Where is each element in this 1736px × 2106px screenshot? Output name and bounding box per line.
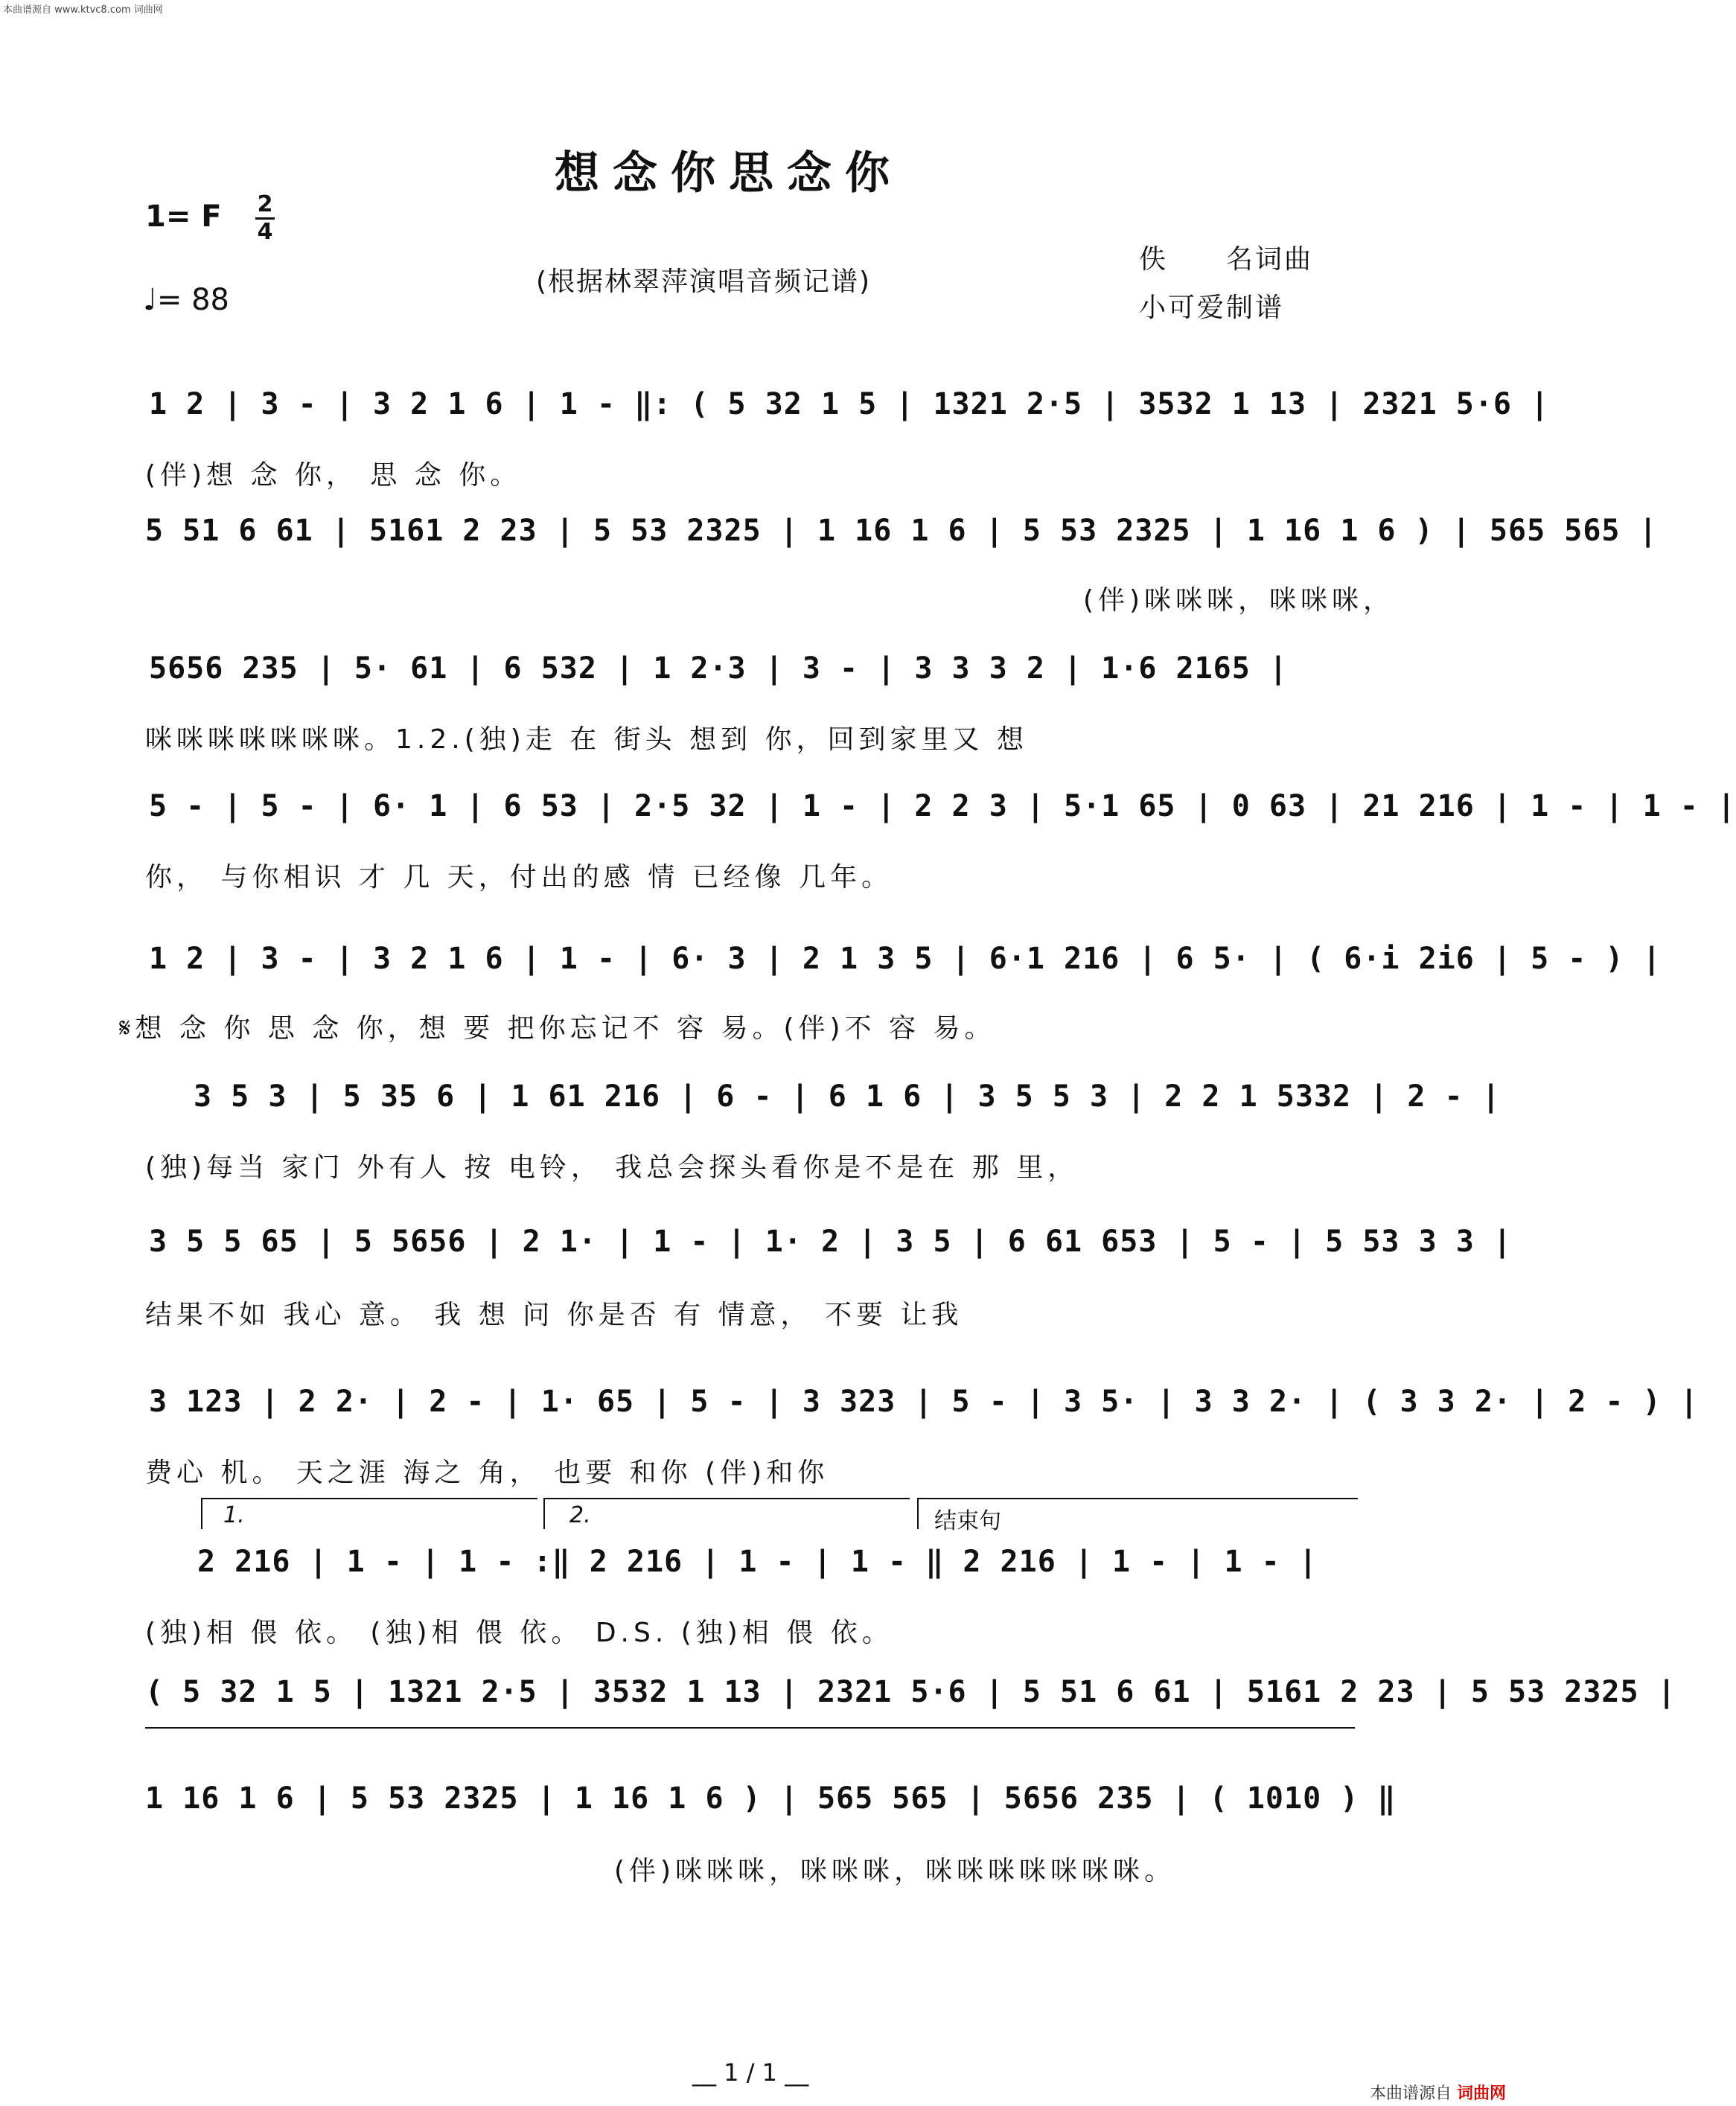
ending-1-bracket <box>201 1498 537 1529</box>
score-line-9: 2 216 | 1 - | 1 - :‖ 2 216 | 1 - | 1 - ‖ 2 216 | 1 - | 1 - | <box>197 1545 1318 1579</box>
score-line-5: 1 2 | 3 - | 3 2 1 6 | 1 - | 6· 3 | 2 1 3 5 | 6·1 216 | 6 5· | ( 6·i 2i6 | 5 - ) | <box>149 942 1662 976</box>
watermark-bottom <box>1370 2081 1506 2104</box>
lyrics-line-5: 𝄋想 念 你 思 念 你，想 要 把你忘记不 容 易。(伴)不 容 易。 <box>119 1013 996 1044</box>
page-title: 想念你思念你 <box>555 147 903 200</box>
score-line-10: ( 5 32 1 5 | 1321 2·5 | 3532 1 13 | 2321 5·6 | 5 51 6 61 | 5161 2 23 | 5 53 2325 | <box>145 1675 1676 1709</box>
watermark-top: 本曲谱源自 www.ktvc8.com 词曲网 <box>3 4 163 16</box>
time-signature-top: 2 <box>257 191 273 217</box>
score-line-4: 5 - | 5 - | 6· 1 | 6 53 | 2·5 32 | 1 - | 2 2 3 | 5·1 65 | 0 63 | 21 216 | 1 - | 1 - | <box>149 789 1736 823</box>
lyrics-line-1: (伴)想 念 你， 思 念 你。 <box>145 460 522 491</box>
tempo-marking: ♩= 88 <box>143 283 229 317</box>
lyrics-line-6: (独)每当 家门 外有人 按 电铃， 我总会探头看你是不是在 那 里， <box>145 1152 1079 1183</box>
lyrics-line-4: 你， 与你相识 才 几 天，付出的感 情 已经像 几年。 <box>145 862 893 893</box>
score-line-7: 3 5 5 65 | 5 5656 | 2 1· | 1 - | 1· 2 | 3 5 | 6 61 653 | 5 - | 5 53 3 3 | <box>149 1225 1512 1259</box>
credit-lyrics-music: 佚 名词曲 <box>1139 244 1314 275</box>
subtitle: (根据林翠萍演唱音频记谱) <box>536 267 872 297</box>
page-number: __ 1 / 1 __ <box>692 2058 809 2087</box>
lyrics-line-3: 咪咪咪咪咪咪咪。1.2.(独)走 在 街头 想到 你，回到家里又 想 <box>145 724 1029 755</box>
system-separator <box>145 1727 1355 1729</box>
score-line-2: 5 51 6 61 | 5161 2 23 | 5 53 2325 | 1 16 1 6 | 5 53 2325 | 1 16 1 6 ) | 565 565 | <box>145 514 1658 548</box>
time-signature <box>252 191 278 245</box>
lyrics-line-8: 费心 机。 天之涯 海之 角， 也要 和你 (伴)和你 <box>145 1458 829 1488</box>
lyrics-line-9: (独)相 偎 依。 (独)相 偎 依。 D.S. (独)相 偎 依。 <box>145 1618 893 1648</box>
lyrics-line-11: (伴)咪咪咪，咪咪咪，咪咪咪咪咪咪咪。 <box>614 1856 1176 1886</box>
score-line-11: 1 16 1 6 | 5 53 2325 | 1 16 1 6 ) | 565 565 | 5656 235 | ( 1010 ) ‖ <box>145 1781 1397 1816</box>
watermark-bottom-prefix: 本曲谱源自 <box>1370 2084 1452 2103</box>
score-line-1: 1 2 | 3 - | 3 2 1 6 | 1 - ‖: ( 5 32 1 5 | 1321 2·5 | 3532 1 13 | 2321 5·6 | <box>149 387 1550 421</box>
lyrics-line-7: 结果不如 我心 意。 我 想 问 你是否 有 情意， 不要 让我 <box>145 1300 963 1330</box>
credit-transcriber: 小可爱制谱 <box>1139 293 1285 323</box>
score-line-8: 3 123 | 2 2· | 2 - | 1· 65 | 5 - | 3 323 | 5 - | 3 5· | 3 3 2· | ( 3 3 2· | 2 - ) | <box>149 1385 1699 1419</box>
ending-2-label: 2. <box>569 1502 591 1528</box>
lyrics-line-2: (伴)咪咪咪，咪咪咪， <box>1083 585 1395 616</box>
score-line-6: 3 5 3 | 5 35 6 | 1 61 216 | 6 - | 6 1 6 | 3 5 5 3 | 2 2 1 5332 | 2 - | <box>194 1079 1501 1114</box>
ending-2-bracket <box>543 1498 910 1529</box>
watermark-bottom-brand: 词曲网 <box>1457 2084 1507 2103</box>
coda-label: 结束句 <box>934 1508 1001 1534</box>
score-line-3: 5656 235 | 5· 61 | 6 532 | 1 2·3 | 3 - | 3 3 3 2 | 1·6 2165 | <box>149 651 1289 686</box>
time-signature-bottom: 4 <box>257 219 273 245</box>
ending-1-label: 1. <box>223 1502 245 1528</box>
key-signature: 1= F <box>145 200 222 234</box>
